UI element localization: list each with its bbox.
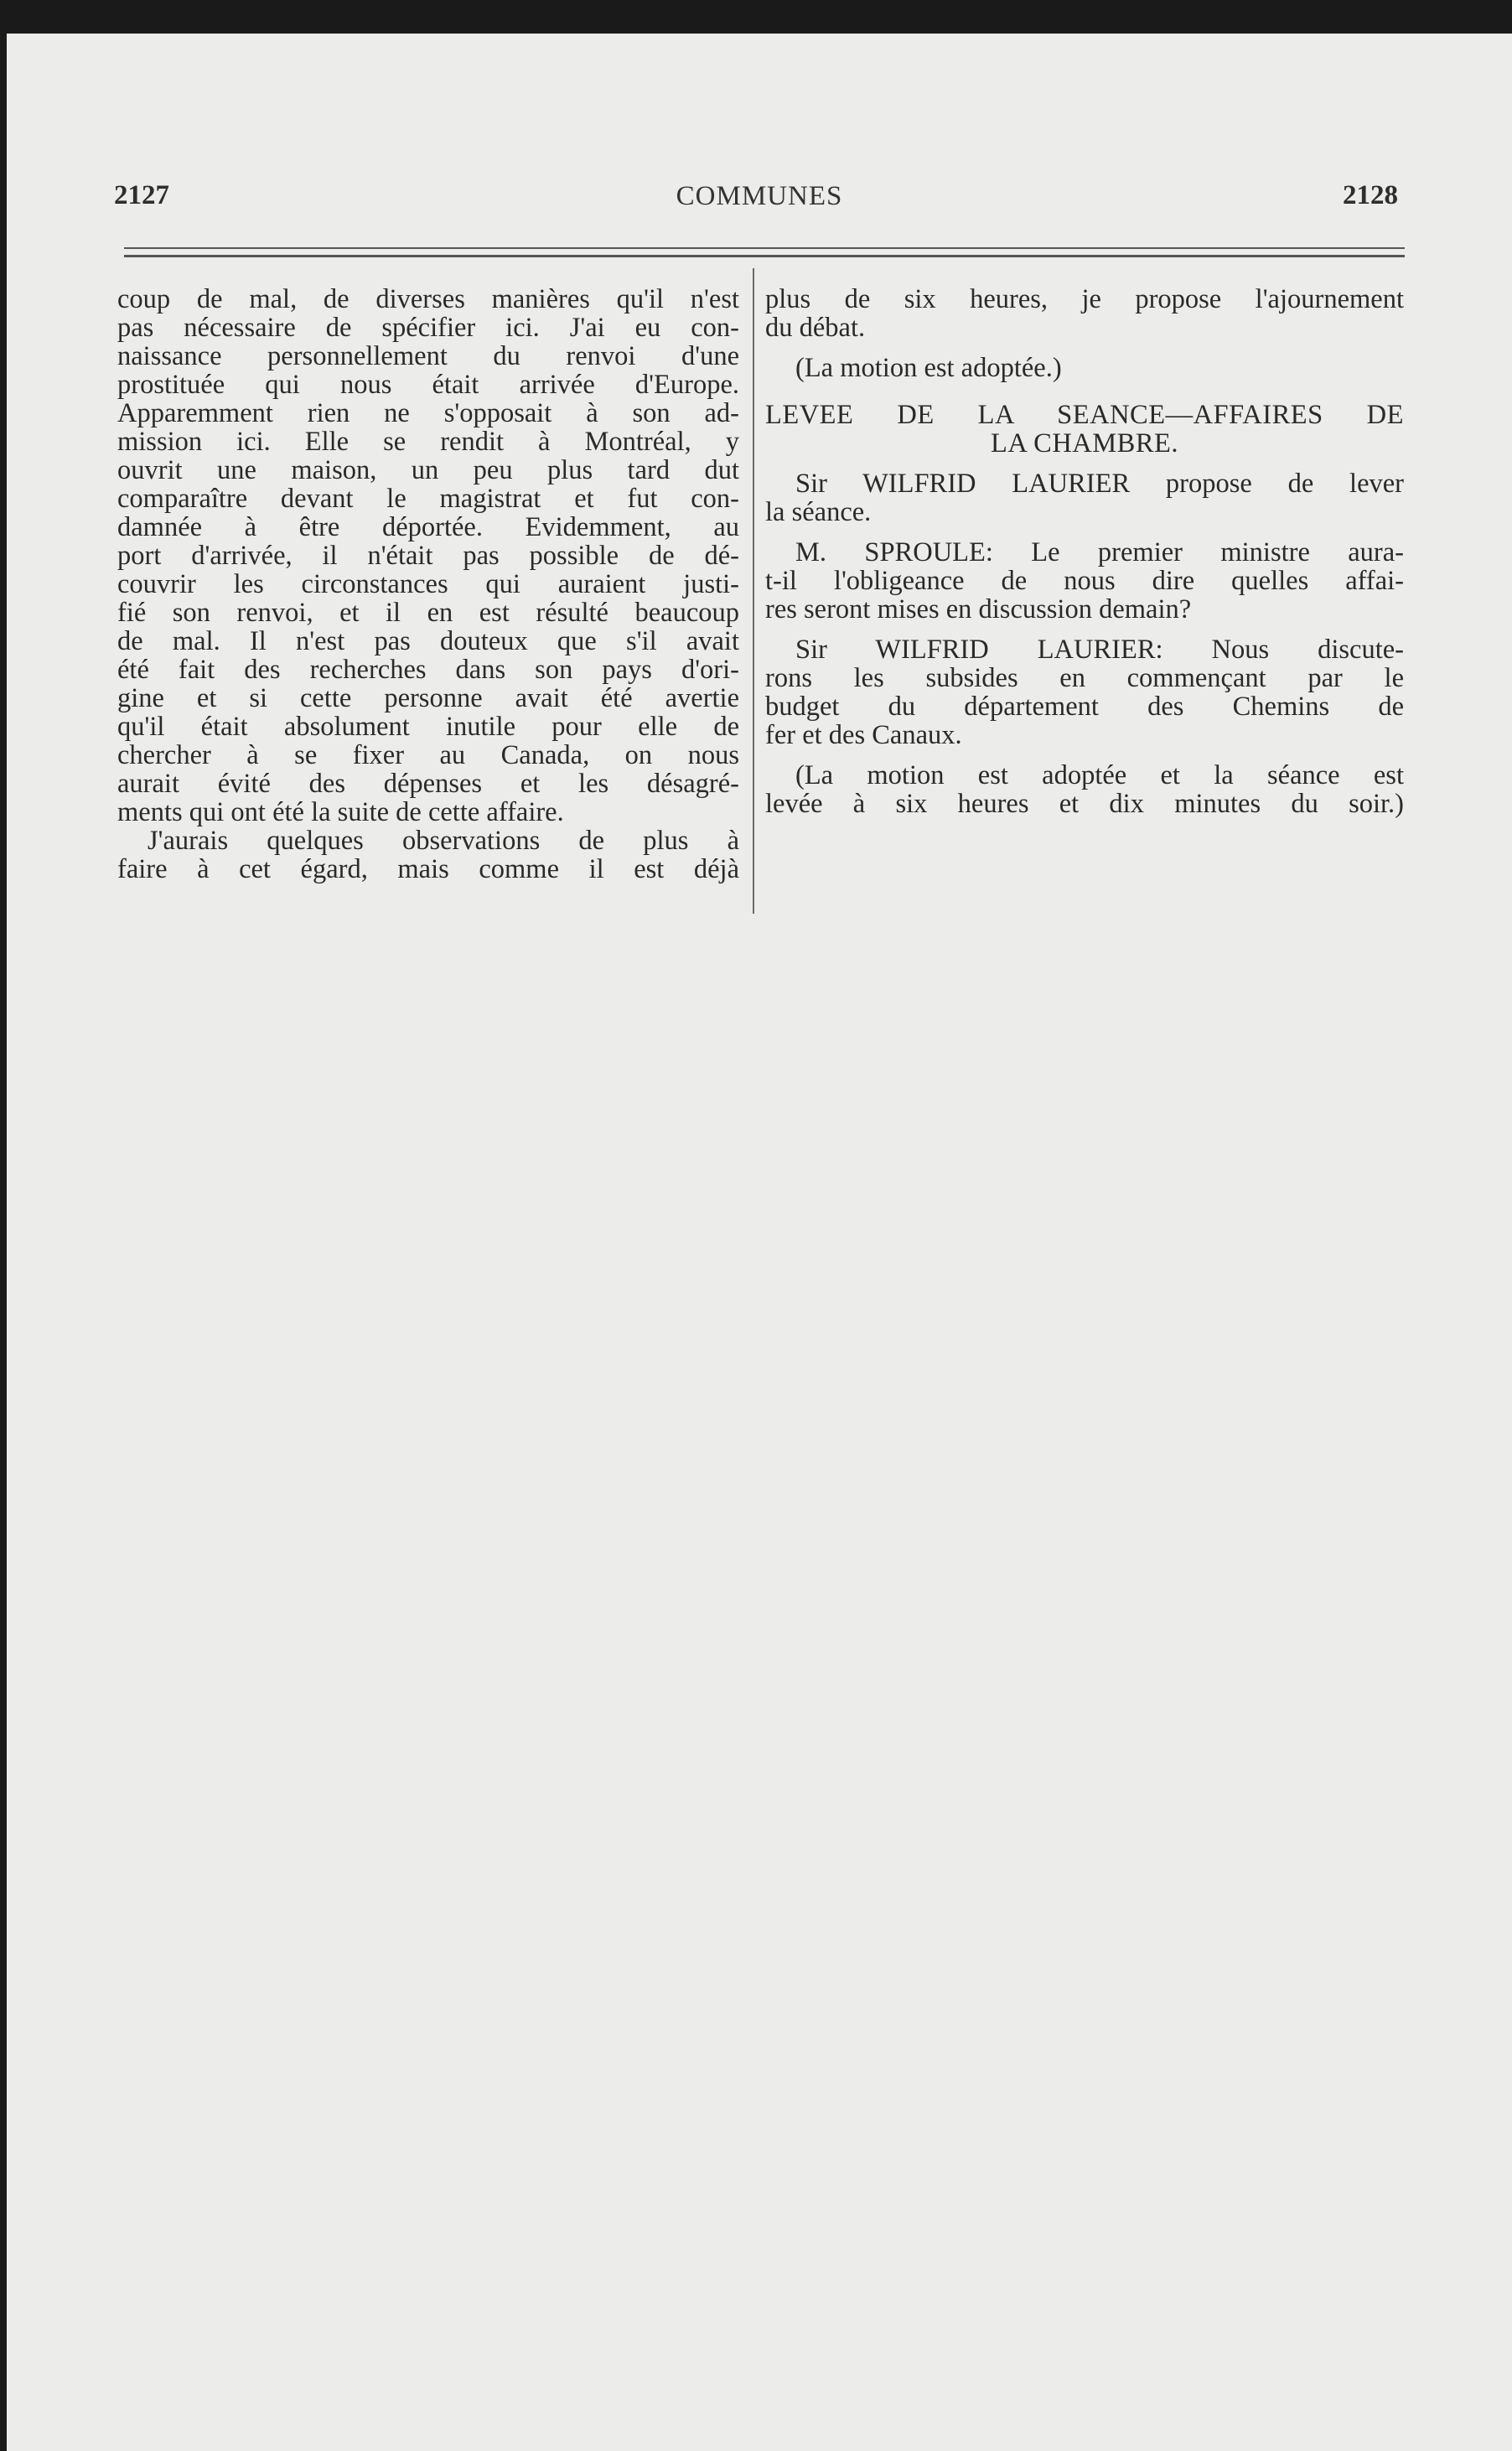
paragraph-gap bbox=[765, 342, 1404, 354]
right-line: res seront mises en discussion demain? bbox=[765, 594, 1192, 624]
right-line: Sir WILFRID LAURIER: Nous discute- bbox=[795, 635, 1404, 665]
right-line: la séance. bbox=[765, 497, 872, 527]
left-line: pas nécessaire de spécifier ici. J'ai eu con- bbox=[117, 313, 739, 343]
left-line: coup de mal, de diverses manières qu'il n'est bbox=[117, 284, 739, 314]
left-column bbox=[117, 285, 739, 884]
paragraph-gap bbox=[765, 624, 1404, 635]
left-line: fié son renvoi, et il en est résulté beaucoup bbox=[117, 598, 739, 628]
page-header bbox=[7, 34, 1512, 285]
left-line: mission ici. Elle se rendit à Montréal, y bbox=[117, 427, 739, 457]
left-line: couvrir les circonstances qui auraient justi- bbox=[117, 569, 739, 599]
column-divider bbox=[753, 268, 754, 914]
running-title: COMMUNES bbox=[676, 181, 843, 211]
right-line: budget du département des Chemins de bbox=[765, 692, 1404, 722]
left-line: de mal. Il n'est pas douteux que s'il avait bbox=[117, 626, 739, 656]
page-number-left: 2127 bbox=[114, 180, 169, 210]
right-line: M. SPROULE: Le premier ministre aura- bbox=[795, 537, 1404, 567]
left-line: ouvrit une maison, un peu plus tard dut bbox=[117, 455, 739, 485]
right-line: plus de six heures, je propose l'ajournement bbox=[765, 284, 1404, 314]
paragraph-gap bbox=[765, 382, 1404, 401]
paragraph-gap bbox=[765, 749, 1404, 761]
section-heading-line: LEVEE DE LA SEANCE—AFFAIRES DE bbox=[765, 400, 1404, 430]
right-line: fer et des Canaux. bbox=[765, 720, 962, 750]
right-line: t-il l'obligeance de nous dire quelles affai- bbox=[765, 566, 1404, 596]
right-column bbox=[765, 285, 1404, 818]
left-line: prostituée qui nous était arrivée d'Europe. bbox=[117, 370, 739, 400]
right-line: du débat. bbox=[765, 313, 866, 343]
paragraph-gap bbox=[765, 526, 1404, 538]
left-line: comparaître devant le magistrat et fut con- bbox=[117, 484, 739, 514]
left-line: Apparemment rien ne s'opposait à son ad- bbox=[117, 398, 739, 428]
motion-adopted: (La motion est adoptée.) bbox=[795, 353, 1062, 383]
left-line: naissance personnellement du renvoi d'une bbox=[117, 341, 739, 371]
left-line: aurait évité des dépenses et les désagré- bbox=[117, 769, 739, 799]
left-line: ments qui ont été la suite de cette affaire. bbox=[117, 797, 564, 827]
header-rule-bottom bbox=[124, 255, 1405, 257]
left-line: chercher à se fixer au Canada, on nous bbox=[117, 740, 739, 770]
left-line: qu'il était absolument inutile pour elle de bbox=[117, 712, 739, 742]
page-number-right: 2128 bbox=[1343, 180, 1398, 210]
paragraph-gap bbox=[765, 458, 1404, 469]
section-heading-line: LA CHAMBRE. bbox=[990, 428, 1178, 459]
left-line: J'aurais quelques observations de plus à bbox=[148, 826, 739, 856]
right-line: Sir WILFRID LAURIER propose de lever bbox=[795, 469, 1404, 499]
left-line: faire à cet égard, mais comme il est déjà bbox=[117, 854, 739, 884]
left-line: été fait des recherches dans son pays d'ori- bbox=[117, 655, 739, 685]
left-line: gine et si cette personne avait été avertie bbox=[117, 683, 739, 713]
right-line: levée à six heures et dix minutes du soir.) bbox=[765, 789, 1404, 819]
right-line: (La motion est adoptée et la séance est bbox=[795, 760, 1404, 790]
header-rule-top bbox=[124, 247, 1405, 249]
left-line: damnée à être déportée. Evidemment, au bbox=[117, 512, 739, 542]
left-line: port d'arrivée, il n'était pas possible de dé- bbox=[117, 541, 739, 571]
right-line: rons les subsides en commençant par le bbox=[765, 663, 1404, 693]
page-sheet bbox=[7, 34, 1512, 2451]
